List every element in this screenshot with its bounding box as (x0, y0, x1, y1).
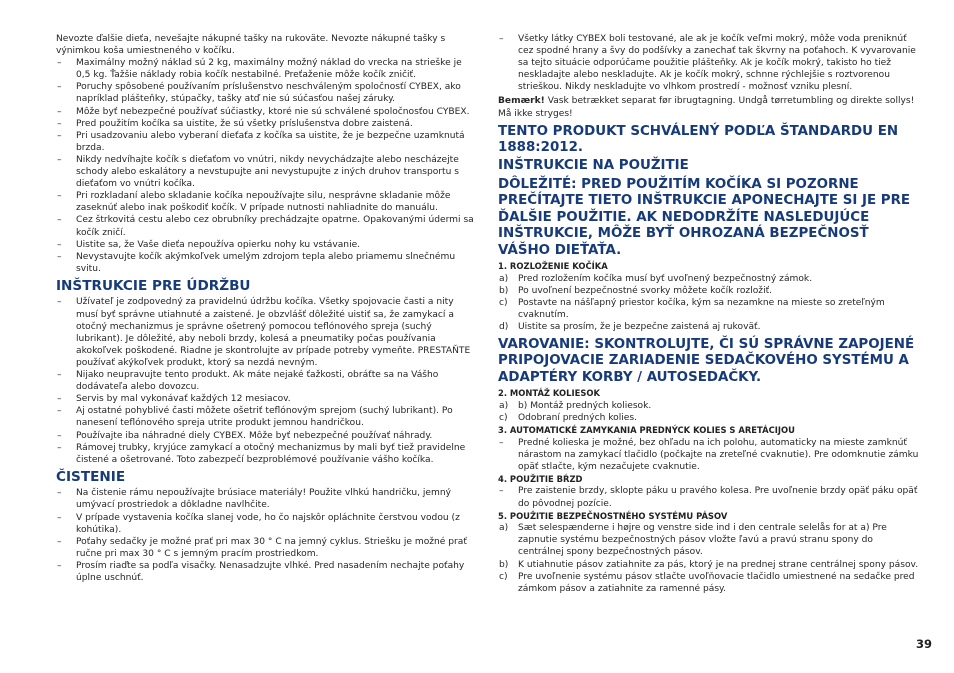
warning-heading: VAROVANIE: SKONTROLUJTE, ČI SÚ SPRÁVNE ZAPOJENÉ PRIPOJOVACIE ZARIADENIE SEDAČKOVÉHO SYSTÉMU A ADAPTÉRY KORBY / AUTOSEDAČKY. (498, 336, 915, 385)
dash-marker: – (57, 394, 62, 405)
dash-marker: – (57, 82, 62, 93)
standard-heading: TENTO PRODUKT SCHVÁLENÝ PODĽA ŠTANDARDU EN 1888:2012. (498, 123, 899, 156)
warning-item: – Maximálny možný náklad sú 2 kg, maximálny možný náklad do vrecka na strieške je 0,5 kg. Ťažšie náklady robia kočík nestabilné. Preťaženie môže kočík zničiť. (57, 58, 462, 81)
step-marker: b) (499, 559, 509, 570)
brakes-heading: 4. POUŽITIE BŔZD (498, 473, 583, 484)
dash-marker: – (57, 536, 62, 547)
dash-marker: – (57, 370, 62, 381)
swivel-lock-item: – Predné kolieska je možné, bez ohľadu na ich polohu, automaticky na mieste zamknúť nárastom na zamykací tlačidlo (počkajte na zreteľné cvaknutie). Pre odomknutie zámku opäť stlačte, kým nezačujete cvaknutie. (499, 437, 919, 472)
step-marker: a) (499, 273, 509, 284)
step-marker: d) (499, 321, 509, 332)
dash-marker: – (57, 154, 62, 165)
page-number: 39 (915, 637, 932, 651)
dash-marker: – (57, 239, 62, 250)
warning-item: – Môže byť nebezpečné používať súčiastky, ktoré nie sú schválené spoločnosťou CYBEX. (57, 106, 470, 117)
step-marker: c) (499, 412, 508, 423)
wheels-step: a) b) Montáž predných koliesok. (499, 400, 652, 411)
maintenance-item: – Užívateľ je zodpovedný za pravidelnú údržbu kočíka. Všetky spojovacie časti a nity musí byť správne utiahnuté a zaistené. Je obzvlášť dôležité uistiť sa, že zamykací a otočný mechanizmus je správne ošetrený pomocou teflónového spreja (suchý lubrikant). Je dôležité, aby neboli brzdy, kolesá a pneumatiky počas používania akokoľvek poškodené. Riadne je skontrolujte av prípade potreby vymeňte. PRESTAŇTE používať akýkoľvek produkt, ktorý sa nezdá nevným. (57, 297, 471, 368)
cleaning-item: – Prosím riaďte sa podľa visačky. Nenasadzujte vlhké. Pred nasadením nechajte poťahy úplne uschnúť. (57, 560, 465, 584)
note-text: Vask betrækket separat før ibrugtagning. Undgå tørretumbling og direkte sollys! Må ikke stryges! (498, 96, 915, 119)
right-column (498, 33, 920, 595)
unfolding-heading: 1. ROZLOŽENIE KOČÍKA (498, 260, 608, 271)
harness-heading: 5. POUŽITIE BEZPEČNOSTNÉHO SYSTÉMU PÁSOV (498, 510, 728, 521)
maintenance-item: – Rámovej trubky, kryjúce zamykací a otočný mechanizmus by mali byť tiež pravidelne čistené a ošetrované. Toto zabezpečí bezproblémové používanie vášho kočíka. (57, 442, 466, 465)
dash-marker: – (57, 58, 62, 69)
usage-heading: INŠTRUKCIE NA POUŽITIE (498, 158, 689, 174)
harness-step: a) Sæt selespænderne i højre og venstre side ind i den centrale selelås for at a) Pre zapnutie systému bezpečnostných pásov vložte ľavú a pravú stranu spony do centrálnej spony bezpečnostných pásov. (499, 523, 887, 558)
warning-item: – Pri rozkladaní alebo skladanie kočíka nepoužívajte silu, nesprávne skladanie môže zaseknúť alebo inak poškodiť kočík. V prípade nutnosti nahliadnite do manuálu. (57, 191, 451, 214)
dash-marker: – (57, 442, 62, 453)
unfolding-step: d) Uistite sa prosím, že je bezpečne zaistená aj rukoväť. (499, 321, 761, 332)
warning-item: – Pred použitím kočíka sa uistite, že sú všetky príslušenstva dobre zaistená. (57, 118, 413, 129)
dash-marker: – (57, 118, 62, 129)
wheels-heading: 2. MONTÁŽ KOLIESOK (498, 388, 600, 399)
warning-item: – Nevystavujte kočík akýmkoľvek umelým zdrojom tepla alebo priamemu slnečnému svitu. (57, 251, 456, 274)
maintenance-item: – Nijako neupravujte tento produkt. Ak máte nejaké ťažkosti, obráťte sa na Vášho dodávateľa alebo dovozcu. (57, 370, 439, 393)
swivel-lock-heading: 3. AUTOMATICKÉ ZAMYKANIA PREDNÝCK KOLIES S ARETÁCIJOU (498, 424, 795, 435)
cleaning-heading: ČISTENIE (56, 468, 126, 485)
dash-marker: – (57, 406, 62, 417)
warning-item: – Cez štrkovitá cestu alebo cez obrubníky prechádzajte opatrne. Opakovanými údermi sa kočík zničí. (57, 215, 474, 238)
warning-item: – Uistite sa, že Vaše dieťa nepoužíva opierku nohy ku vstávanie. (57, 239, 361, 250)
cleaning-item: – Na čistenie rámu nepoužívajte brúsiace materiály! Použite vlhkú handričku, jemný umývací prostriedok a dôkladne navlhčite. (57, 488, 451, 511)
cleaning-item: – Poťahy sedačky je možné prať pri max 30 ° C na jemný cyklus. Striešku je možné prať ručne pri max 30 ° C s jemným pracím prostriedkom. (57, 536, 467, 559)
dash-marker: – (57, 512, 62, 523)
dash-marker: – (57, 560, 62, 571)
dash-marker: – (57, 297, 62, 308)
left-column (56, 33, 476, 584)
step-marker: a) (499, 400, 509, 411)
care-note (498, 95, 920, 119)
dash-marker: – (57, 215, 62, 226)
unfolding-step: a) Pred rozložením kočíka musí byť uvoľnený bezpečnostný zámok. (499, 273, 813, 284)
dash-marker: – (57, 191, 62, 202)
unfolding-step: b) Po uvoľnení bezpečnostné svorky môžete kočík rozložiť. (499, 285, 773, 296)
unfolding-step: c) Postavte na nášľapný priestor kočíka, kým sa nezamkne na mieste so zreteľným cvaknutím. (499, 297, 885, 320)
dash-marker: – (57, 106, 62, 117)
dash-marker: – (57, 430, 62, 441)
dash-marker: – (499, 437, 504, 448)
dash-marker: – (57, 488, 62, 499)
dash-marker: – (499, 486, 504, 497)
warning-item: – Poruchy spôsobené používaním príslušenstvo neschváleným spoločnosťí CYBEX, ako napríklad plášteňky, stúpačky, tašky atď nie sú súčasťou našej záruky. (57, 82, 461, 105)
note-label: Bemærk! (498, 96, 545, 107)
warnings-list (56, 57, 476, 275)
intro-paragraph: Nevozte ďalšie dieťa, nevešajte nákupné tašky na rukoväte. Nevozte nákupné tašky s výnimkou koša umiestneného v kočíku. (56, 34, 446, 57)
cleaning-list (56, 487, 476, 584)
maintenance-item: – Servis by mal vykonávať každých 12 mesiacov. (57, 394, 291, 405)
harness-step: b) K utiahnutie pásov zatiahnite za pás, ktorý je na prednej strane centrálnej spony pásov. (499, 559, 919, 570)
cleaning-item: – V prípade vystavenia kočíka slanej vode, ho čo najskôr opláchnite čerstvou vodou (z kohútika). (57, 512, 460, 535)
maintenance-list (56, 296, 476, 465)
warning-item: – Nikdy nedvíhajte kočík s dieťaťom vo vnútri, nikdy nevychádzajte alebo nescházejte schody alebo eskalátory a nevstupujte ani nevystupujte z iných druhov transportu s dieťaťom vo vnútri kočíka. (57, 154, 459, 190)
harness-step: c) Pre uvoľnenie systému pásov stlačte uvoľňovacie tlačidlo umiestnené na sedačke pred zámkom pásov a zatiahnite za ramenné pásy. (499, 571, 915, 594)
brakes-item: – Pre zaistenie brzdy, sklopte páku u pravého kolesa. Pre uvoľnenie brzdy opäť páku opäť do pôvodnej pozície. (499, 486, 918, 509)
step-marker: c) (499, 297, 508, 308)
maintenance-item: – Aj ostatné pohyblivé časti môžete ošetriť teflónovým sprejom (suchý lubrikant). Po nanesení teflónového spreja utrite produkt jemnou handričkou. (57, 406, 453, 429)
warning-item: – Pri usadzovaniu alebo vyberaní dieťaťa z kočíka sa uistite, že je bezpečne uzamknutá brzda. (57, 130, 465, 153)
dash-marker: – (57, 130, 62, 141)
dash-marker: – (499, 34, 504, 44)
cleaning-item: – Všetky látky CYBEX boli testované, ale ak je kočík veľmi mokrý, môže voda preniknúť cez spodné hrany a švy do podšívky a zanechať tak škvrny na poťahoch. K vyvarovanie sa tejto situácie odporúčame použitie plášteňky. Ak je kočík mokrý, takisto ho tiež neskladajte alebo neskladujte. Ak je kočík mokrý, schnne rýchlejšie s roztvorenou strieškou. Nikdy neskladujte vo vlhkom prostredí - možnosť vzniku plesní. (499, 34, 916, 93)
step-marker: a) (499, 523, 509, 534)
dash-marker: – (57, 251, 62, 262)
wheels-step: c) Odobraní predných kolies. (499, 412, 638, 423)
step-marker: c) (499, 571, 508, 582)
important-heading: DÔLEŽITÉ: PRED POUŽITÍM KOČÍKA SI POZORNE PREČÍTAJTE TIETO INŠTRUKCIE APONECHAJTE SI JE PRE ĎALŠIE POUŽITIE. AK NEDODRŽÍTE NASLEDUJÚCE INŠTRUKCIE, MÔŽE BYŤ OHROZANÁ BEZPEČNOSŤ VÁŠHO DIEŤAŤA. (498, 176, 911, 258)
maintenance-item: – Používajte iba náhradné diely CYBEX. Môže byť nebezpečné používať náhrady. (57, 430, 433, 441)
step-marker: b) (499, 285, 509, 296)
maintenance-heading: INŠTRUKCIE PRE ÚDRŽBU (56, 277, 251, 294)
